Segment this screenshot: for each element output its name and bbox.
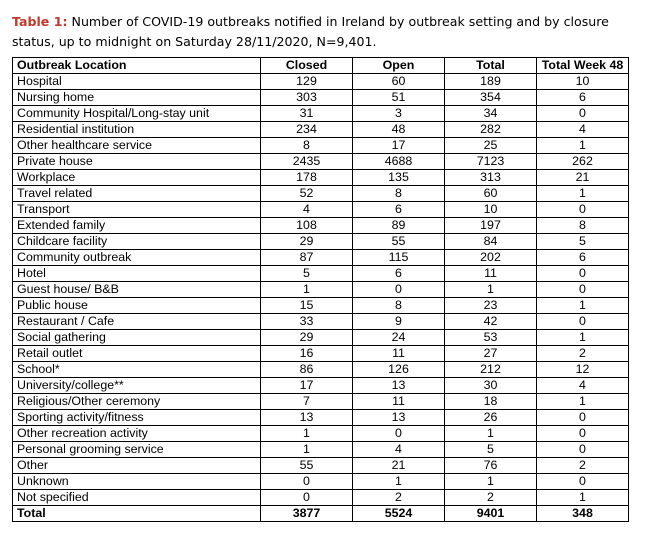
cell-total: 282 [445,122,537,138]
cell-open: 11 [353,346,445,362]
cell-total: 11 [445,266,537,282]
cell-closed: 17 [261,378,353,394]
caption-text: Number of COVID-19 outbreaks notified in Ireland by outbreak setting and by closure status, up to midnight on Saturday 28/11/2020, N=9,401. [12,14,609,49]
header-outbreak-location: Outbreak Location [13,58,261,74]
cell-week-48: 0 [537,106,629,122]
cell-closed: 1 [261,442,353,458]
cell-closed: 234 [261,122,353,138]
cell-closed: 1 [261,426,353,442]
table-row [13,474,629,490]
cell-open: 135 [353,170,445,186]
cell-total: 1 [445,426,537,442]
cell-closed: 2435 [261,154,353,170]
cell-open: 11 [353,394,445,410]
cell-week-48: 2 [537,346,629,362]
cell-open: 4 [353,442,445,458]
cell-open: 115 [353,250,445,266]
table-row [13,394,629,410]
cell-location: Other healthcare service [13,138,261,154]
cell-total: 84 [445,234,537,250]
cell-week-48: 6 [537,250,629,266]
table-row [13,266,629,282]
cell-week-48: 0 [537,474,629,490]
total-open: 5524 [353,506,445,522]
outbreaks-table [12,57,629,522]
header-total: Total [445,58,537,74]
cell-open: 8 [353,298,445,314]
cell-open: 0 [353,282,445,298]
cell-total: 42 [445,314,537,330]
cell-open: 9 [353,314,445,330]
table-row [13,282,629,298]
cell-total: 212 [445,362,537,378]
cell-location: Hotel [13,266,261,282]
cell-closed: 33 [261,314,353,330]
table-row [13,410,629,426]
cell-closed: 7 [261,394,353,410]
cell-open: 24 [353,330,445,346]
cell-location: Other recreation activity [13,426,261,442]
cell-week-48: 0 [537,282,629,298]
cell-closed: 31 [261,106,353,122]
cell-week-48: 1 [537,330,629,346]
cell-open: 6 [353,202,445,218]
cell-closed: 0 [261,490,353,506]
cell-total: 197 [445,218,537,234]
cell-location: Residential institution [13,122,261,138]
cell-week-48: 10 [537,74,629,90]
table-row [13,442,629,458]
cell-open: 6 [353,266,445,282]
cell-total: 354 [445,90,537,106]
table-row [13,426,629,442]
table-row [13,298,629,314]
cell-closed: 108 [261,218,353,234]
cell-open: 13 [353,378,445,394]
cell-total: 1 [445,474,537,490]
cell-open: 0 [353,426,445,442]
table-row [13,122,629,138]
cell-total: 30 [445,378,537,394]
cell-closed: 15 [261,298,353,314]
cell-closed: 16 [261,346,353,362]
cell-open: 89 [353,218,445,234]
cell-total: 5 [445,442,537,458]
cell-week-48: 4 [537,122,629,138]
table-row [13,378,629,394]
cell-closed: 13 [261,410,353,426]
cell-closed: 52 [261,186,353,202]
cell-closed: 0 [261,474,353,490]
cell-closed: 303 [261,90,353,106]
cell-week-48: 0 [537,314,629,330]
cell-location: Restaurant / Cafe [13,314,261,330]
cell-location: Guest house/ B&B [13,282,261,298]
cell-open: 1 [353,474,445,490]
table-row [13,458,629,474]
cell-location: Retail outlet [13,346,261,362]
cell-location: Unknown [13,474,261,490]
cell-week-48: 4 [537,378,629,394]
total-closed: 3877 [261,506,353,522]
cell-location: Sporting activity/fitness [13,410,261,426]
cell-week-48: 262 [537,154,629,170]
cell-closed: 129 [261,74,353,90]
cell-week-48: 6 [537,90,629,106]
total-total: 9401 [445,506,537,522]
cell-location: University/college** [13,378,261,394]
table-row [13,202,629,218]
cell-total: 26 [445,410,537,426]
cell-total: 76 [445,458,537,474]
table-row [13,234,629,250]
cell-closed: 4 [261,202,353,218]
cell-total: 202 [445,250,537,266]
table-row [13,314,629,330]
cell-location: Personal grooming service [13,442,261,458]
cell-closed: 29 [261,330,353,346]
cell-week-48: 12 [537,362,629,378]
cell-location: Private house [13,154,261,170]
table-row [13,170,629,186]
table-row [13,218,629,234]
cell-week-48: 1 [537,298,629,314]
cell-open: 55 [353,234,445,250]
total-row [13,506,629,522]
total-label: Total [13,506,261,522]
cell-week-48: 0 [537,426,629,442]
cell-total: 34 [445,106,537,122]
cell-location: Childcare facility [13,234,261,250]
cell-location: Nursing home [13,90,261,106]
cell-open: 4688 [353,154,445,170]
cell-week-48: 8 [537,218,629,234]
table-row [13,154,629,170]
table-row [13,346,629,362]
cell-total: 53 [445,330,537,346]
cell-location: Not specified [13,490,261,506]
cell-location: Community Hospital/Long-stay unit [13,106,261,122]
header-total-week-48: Total Week 48 [537,58,629,74]
cell-location: Public house [13,298,261,314]
cell-total: 1 [445,282,537,298]
cell-open: 8 [353,186,445,202]
cell-closed: 5 [261,266,353,282]
cell-open: 2 [353,490,445,506]
cell-closed: 1 [261,282,353,298]
total-week-48: 348 [537,506,629,522]
table-row [13,330,629,346]
cell-week-48: 0 [537,202,629,218]
cell-open: 17 [353,138,445,154]
cell-location: Social gathering [13,330,261,346]
cell-location: Hospital [13,74,261,90]
table-row [13,106,629,122]
cell-week-48: 1 [537,186,629,202]
cell-week-48: 0 [537,266,629,282]
cell-location: Community outbreak [13,250,261,266]
cell-total: 313 [445,170,537,186]
cell-closed: 86 [261,362,353,378]
cell-closed: 87 [261,250,353,266]
caption-label: Table 1: [12,14,68,29]
cell-total: 23 [445,298,537,314]
cell-week-48: 0 [537,410,629,426]
cell-open: 60 [353,74,445,90]
cell-week-48: 5 [537,234,629,250]
cell-location: Workplace [13,170,261,186]
table-row [13,362,629,378]
table-row [13,250,629,266]
cell-open: 51 [353,90,445,106]
cell-week-48: 0 [537,442,629,458]
cell-total: 60 [445,186,537,202]
cell-open: 48 [353,122,445,138]
cell-location: Extended family [13,218,261,234]
cell-location: Travel related [13,186,261,202]
cell-total: 189 [445,74,537,90]
table-body [13,74,629,506]
header-open: Open [353,58,445,74]
table-row [13,90,629,106]
cell-total: 27 [445,346,537,362]
cell-open: 13 [353,410,445,426]
cell-total: 2 [445,490,537,506]
cell-closed: 8 [261,138,353,154]
cell-week-48: 1 [537,138,629,154]
cell-open: 21 [353,458,445,474]
cell-week-48: 2 [537,458,629,474]
cell-location: Other [13,458,261,474]
header-row [13,58,629,74]
cell-open: 126 [353,362,445,378]
cell-closed: 55 [261,458,353,474]
cell-open: 3 [353,106,445,122]
table-row [13,138,629,154]
cell-closed: 29 [261,234,353,250]
table-row [13,186,629,202]
cell-total: 25 [445,138,537,154]
table-row [13,490,629,506]
cell-total: 10 [445,202,537,218]
cell-location: Transport [13,202,261,218]
cell-location: Religious/Other ceremony [13,394,261,410]
cell-closed: 178 [261,170,353,186]
cell-location: School* [13,362,261,378]
cell-total: 18 [445,394,537,410]
table-caption [12,12,638,52]
cell-week-48: 1 [537,394,629,410]
table-row [13,74,629,90]
cell-week-48: 1 [537,490,629,506]
cell-week-48: 21 [537,170,629,186]
cell-total: 7123 [445,154,537,170]
header-closed: Closed [261,58,353,74]
